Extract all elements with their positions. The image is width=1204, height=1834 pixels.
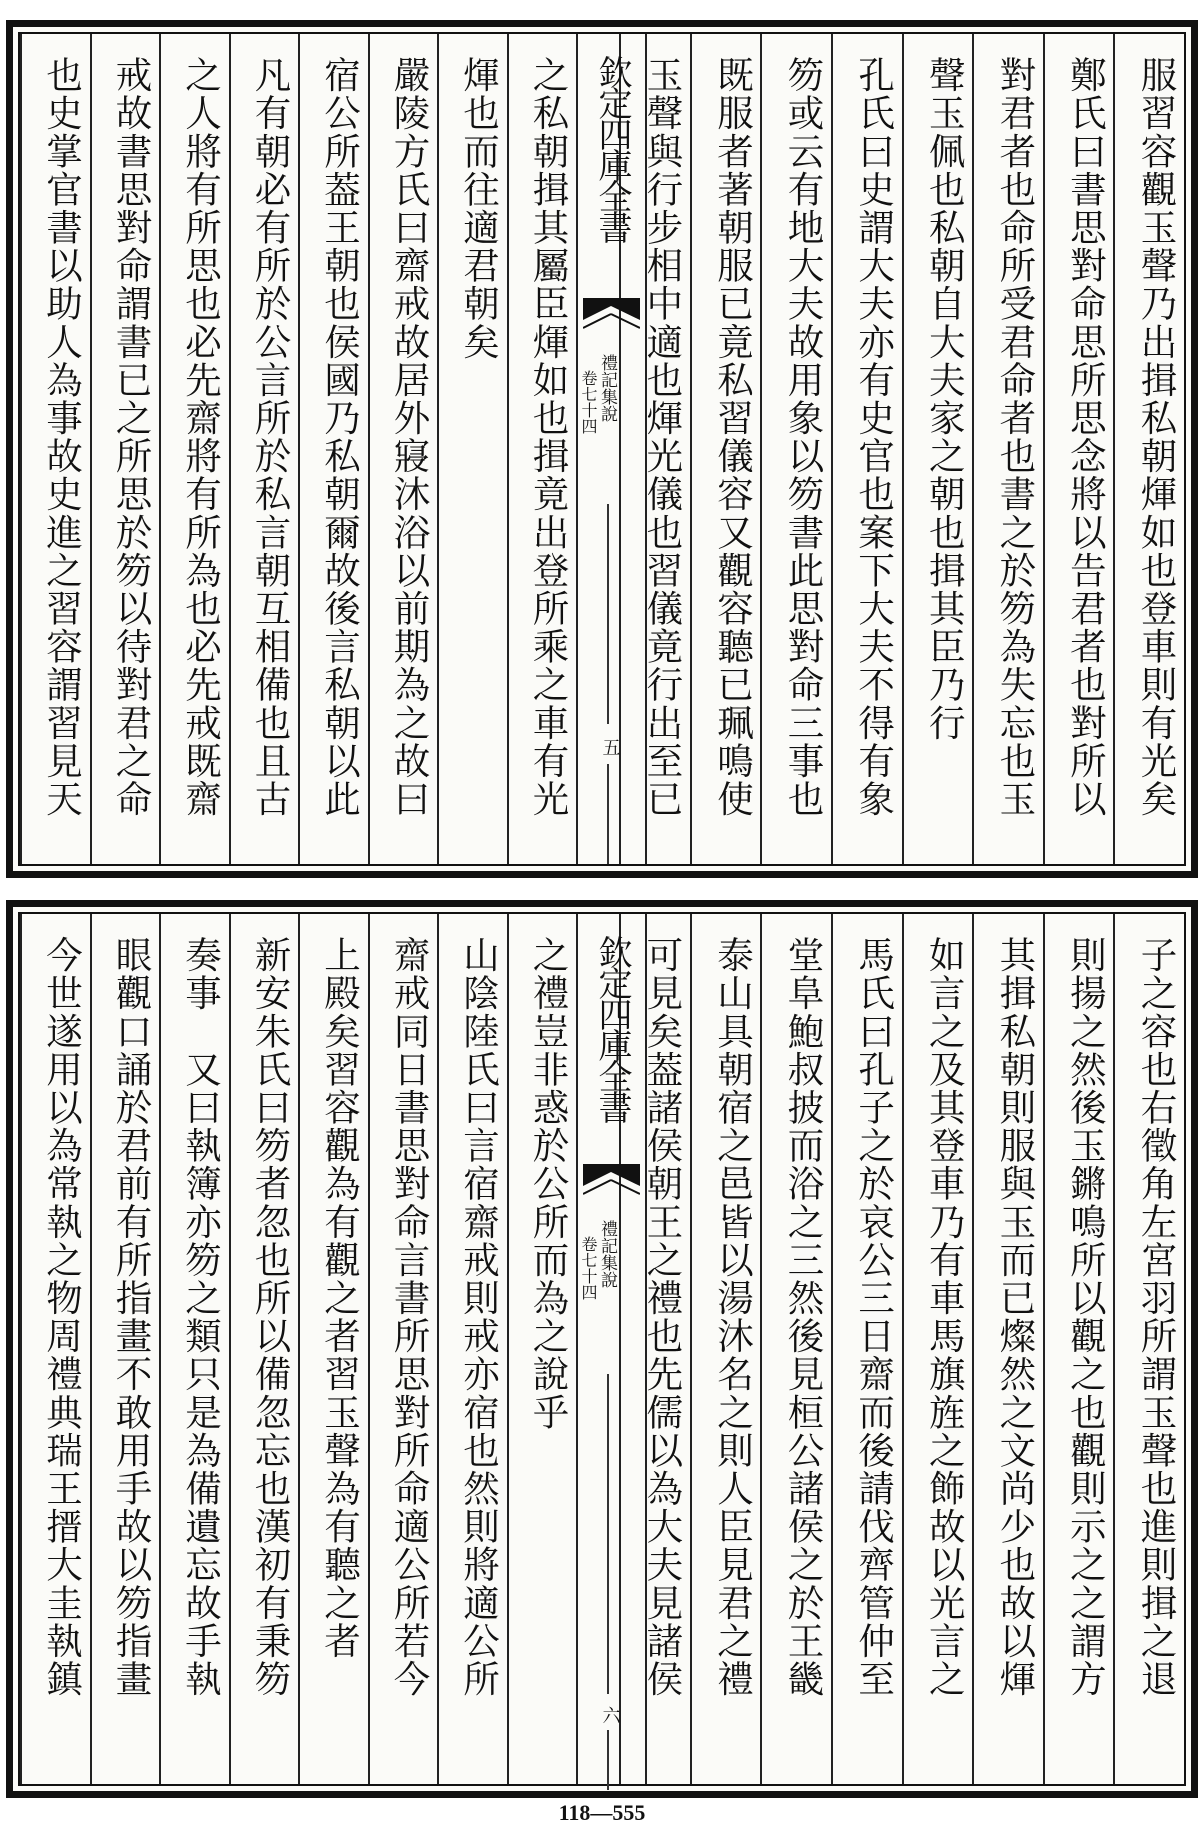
- text-column: 嚴陵方氏曰齋戒故居外寢沐浴以前期為之故曰: [368, 34, 438, 864]
- text-column: 泰山具朝宿之邑皆以湯沐名之則人臣見君之禮: [690, 914, 761, 1784]
- fishtail-ornament-icon: [583, 1164, 640, 1204]
- text-column: 新安朱氏曰笏者忽也所以備忽忘也漢初有秉笏: [229, 914, 299, 1784]
- gutter-rule: [607, 1730, 609, 1790]
- center-gutter: [576, 914, 647, 1784]
- page-top: [6, 20, 1198, 878]
- text-column: 可見矣葢諸侯朝王之禮也先儒以為大夫見諸侯: [619, 914, 690, 1784]
- gutter-title: 欽定四庫全書: [592, 935, 632, 1121]
- text-column: 宿公所葢王朝也侯國乃私朝爾故後言私朝以此: [298, 34, 368, 864]
- text-column: 山陰陸氏曰言宿齋戒則戒亦宿也然則將適公所: [437, 914, 507, 1784]
- text-column: 服習容觀玉聲乃出揖私朝煇如也登車則有光矣: [1113, 34, 1184, 864]
- text-column: 孔氏曰史謂大夫亦有史官也案下大夫不得有象: [831, 34, 902, 864]
- right-half: [619, 914, 1184, 1784]
- text-column: 之禮豈非惑於公所而為之說乎: [507, 914, 577, 1784]
- gutter-rule: [607, 764, 609, 864]
- text-column: 煇也而往適君朝矣: [437, 34, 507, 864]
- text-column: 聲玉佩也私朝自大夫家之朝也揖其臣乃行: [902, 34, 973, 864]
- text-column: 上殿矣習容觀為有觀之者習玉聲為有聽之者: [298, 914, 368, 1784]
- text-column: 凡有朝必有所於公言所於私言朝互相備也且古: [229, 34, 299, 864]
- center-gutter: [576, 34, 647, 864]
- text-column: 奏事 又曰執簿亦笏之類只是為備遺忘故手執: [159, 914, 229, 1784]
- text-column: 鄭氏曰書思對命思所思念將以告君者也對所以: [1043, 34, 1114, 864]
- text-column: 今世遂用以為常執之物周禮典瑞王搢大圭執鎮: [20, 914, 90, 1784]
- gutter-book-name: 禮記集說: [597, 1220, 617, 1288]
- left-half: [20, 34, 576, 864]
- text-column: 之私朝揖其屬臣煇如也揖竟出登所乘之車有光: [507, 34, 577, 864]
- text-column: 其揖私朝則服與玉而已燦然之文尚少也故以煇: [972, 914, 1043, 1784]
- right-half: [619, 34, 1184, 864]
- gutter-title: 欽定四庫全書: [592, 55, 632, 241]
- text-column: 馬氏曰孔子之於哀公三日齋而後請伐齊管仲至: [831, 914, 902, 1784]
- text-column: 之人將有所思也必先齋將有所為也必先戒既齋: [159, 34, 229, 864]
- text-column: 子之容也右徵角左宮羽所謂玉聲也進則揖之退: [1113, 914, 1184, 1784]
- gutter-volume: 卷七十四: [579, 370, 598, 434]
- fishtail-ornament-icon: [583, 298, 640, 338]
- page-bottom: [6, 900, 1198, 1798]
- gutter-rule: [607, 1374, 609, 1694]
- text-column: 則揚之然後玉鏘鳴所以觀之也觀則示之之謂方: [1043, 914, 1114, 1784]
- text-column: 如言之及其登車乃有車馬旗旌之飾故以光言之: [902, 914, 973, 1784]
- text-column: 戒故書思對命謂書已之所思於笏以待對君之命: [90, 34, 160, 864]
- text-column: 笏或云有地大夫故用象以笏書此思對命三事也: [760, 34, 831, 864]
- text-column: 眼觀口誦於君前有所指畫不敢用手故以笏指畫: [90, 914, 160, 1784]
- text-column: 玉聲與行步相中適也煇光儀也習儀竟行出至已: [619, 34, 690, 864]
- gutter-page-number: 六: [602, 1706, 621, 1727]
- text-column: 也史掌官書以助人為事故史進之習容謂習見天: [20, 34, 90, 864]
- page-frame: [18, 912, 1186, 1786]
- left-half: [20, 914, 576, 1784]
- text-column: 既服者著朝服已竟私習儀容又觀容聽已珮鳴使: [690, 34, 761, 864]
- page-frame: [18, 32, 1186, 866]
- gutter-book-name: 禮記集說: [597, 354, 617, 422]
- gutter-page-number: 五: [602, 738, 621, 759]
- text-column: 對君者也命所受君命者也書之於笏為失忘也玉: [972, 34, 1043, 864]
- text-column: 齋戒同日書思對命言書所思對所命適公所若今: [368, 914, 438, 1784]
- text-column: 堂阜鮑叔披而浴之三然後見桓公諸侯之於王畿: [760, 914, 831, 1784]
- gutter-rule: [607, 504, 609, 724]
- page-footer-number: 118—555: [558, 1800, 646, 1825]
- gutter-volume: 卷七十四: [579, 1236, 598, 1300]
